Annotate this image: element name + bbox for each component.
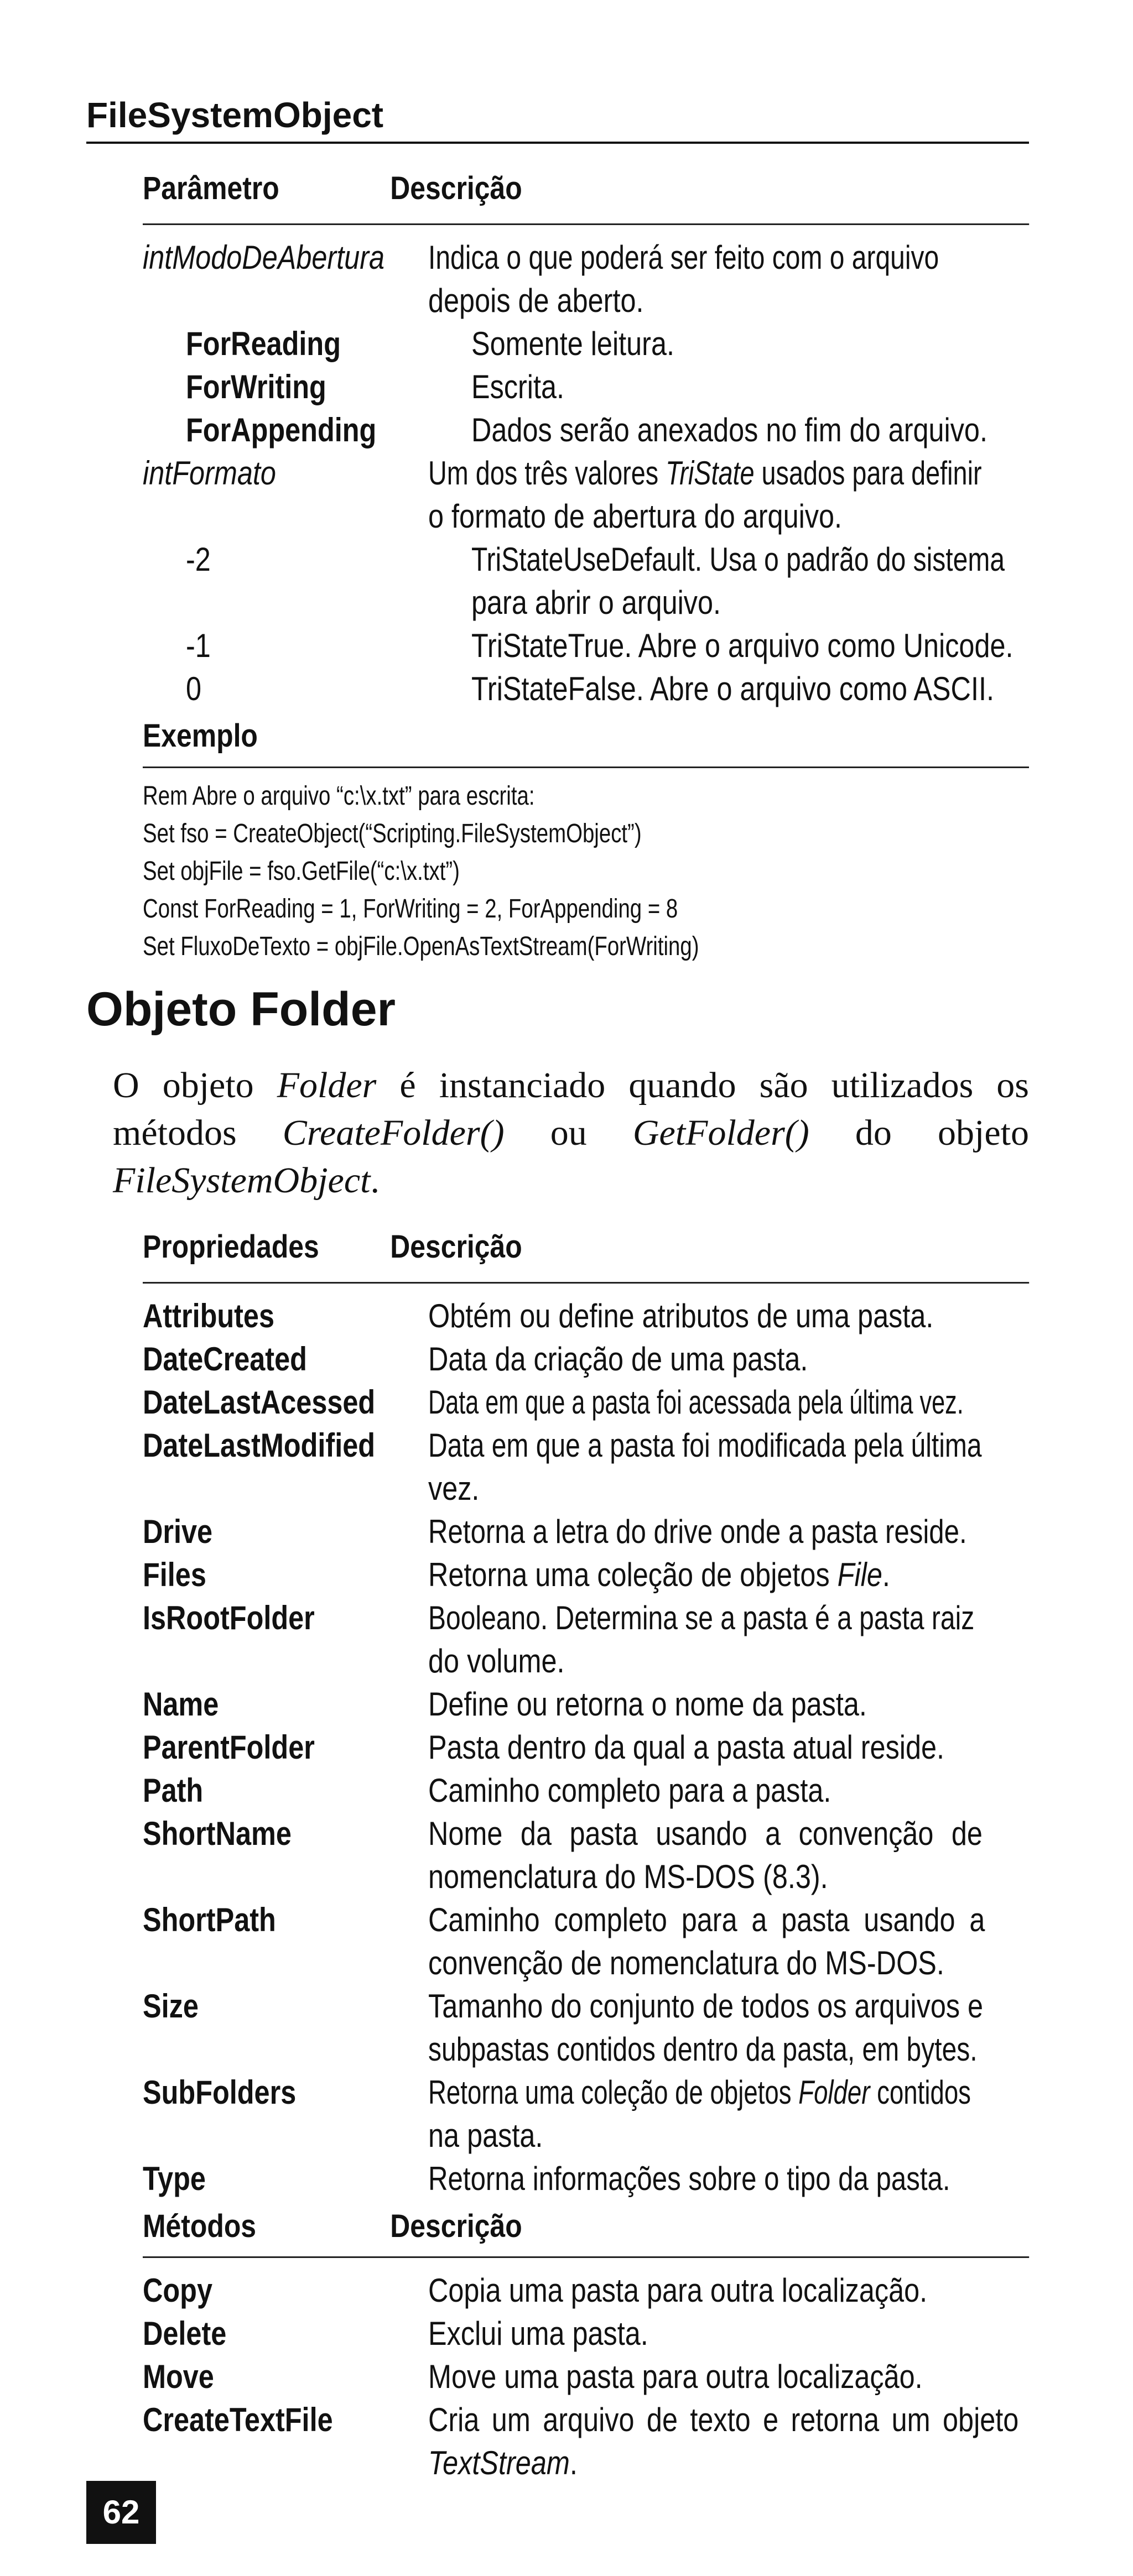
property-name: Name xyxy=(143,1686,219,1723)
property-name: Type xyxy=(143,2160,206,2197)
table-row xyxy=(143,2269,1029,2312)
example-heading xyxy=(143,706,1029,768)
property-description: Data em que a pasta foi modificada pela última xyxy=(428,1427,982,1464)
property-description: Caminho completo para a pasta. xyxy=(428,1772,831,1809)
property-description: Retorna uma coleção de objetos Folder contidos xyxy=(428,2074,971,2111)
property-description: Caminho completo para a pasta usando a xyxy=(428,1901,985,1938)
method-description: Exclui uma pasta. xyxy=(428,2315,648,2352)
property-description: Tamanho do conjunto de todos os arquivos e xyxy=(428,1988,984,2025)
property-name: SubFolders xyxy=(143,2074,297,2111)
page-number: 62 xyxy=(86,2481,156,2544)
column-header-description: Descrição xyxy=(390,1228,522,1265)
example-heading-text: Exemplo xyxy=(143,718,258,754)
param-description: o formato de abertura do arquivo. xyxy=(428,498,843,535)
properties-table-header xyxy=(143,1211,1029,1284)
code-line: Rem Abre o arquivo “c:\x.txt” para escrita: xyxy=(143,781,535,811)
table-row xyxy=(143,1726,1029,1769)
property-description: Obtém ou define atributos de uma pasta. xyxy=(428,1297,934,1334)
table-row xyxy=(143,2398,1029,2485)
param-description: TriStateTrue. Abre o arquivo como Unicode. xyxy=(471,627,1014,664)
param-description: TriStateFalse. Abre o arquivo como ASCII. xyxy=(471,670,994,707)
param-name: intModoDeAbertura xyxy=(143,239,385,276)
property-description: Data em que a pasta foi acessada pela última vez. xyxy=(428,1384,964,1421)
methods-table xyxy=(143,2196,1029,2485)
table-row xyxy=(143,2355,1029,2398)
running-head xyxy=(86,88,1029,144)
table-row xyxy=(143,624,1029,668)
property-description: Pasta dentro da qual a pasta atual reside. xyxy=(428,1729,945,1766)
property-name: DateLastModified xyxy=(143,1427,376,1464)
param-description: Um dos três valores TriState usados para definir xyxy=(428,455,982,492)
property-name: Files xyxy=(143,1556,206,1593)
code-line: Set objFile = fso.GetFile(“c:\x.txt”) xyxy=(143,857,460,886)
property-description: na pasta. xyxy=(428,2117,543,2154)
param-name: ForAppending xyxy=(186,411,377,449)
property-description: Nome da pasta usando a convenção de xyxy=(428,1815,983,1852)
property-description: convenção de nomenclatura do MS-DOS. xyxy=(428,1944,944,1981)
method-description: Copia uma pasta para outra localização. xyxy=(428,2272,928,2309)
parameters-table xyxy=(143,153,1029,711)
param-value: -1 xyxy=(186,627,211,664)
property-description: Retorna a letra do drive onde a pasta reside. xyxy=(428,1513,967,1550)
table-row xyxy=(143,2071,1029,2157)
parameters-table-header xyxy=(143,153,1029,225)
param-description: para abrir o arquivo. xyxy=(471,584,721,621)
property-description: do volume. xyxy=(428,1642,565,1680)
table-row xyxy=(143,366,1029,409)
table-row xyxy=(143,1381,1029,1424)
property-description: Define ou retorna o nome da pasta. xyxy=(428,1686,867,1723)
column-header-description: Descrição xyxy=(390,2208,522,2244)
param-description: Somente leitura. xyxy=(471,325,675,362)
property-description: Retorna informações sobre o tipo da pasta. xyxy=(428,2160,950,2197)
table-row xyxy=(143,1510,1029,1553)
running-head-title: FileSystemObject xyxy=(86,95,384,135)
table-row xyxy=(143,668,1029,711)
column-header-methods: Métodos xyxy=(143,2208,257,2244)
param-value: 0 xyxy=(186,670,202,707)
property-name: DateLastAcessed xyxy=(143,1384,376,1421)
property-description: Data da criação de uma pasta. xyxy=(428,1341,808,1378)
table-row xyxy=(143,452,1029,538)
property-description: vez. xyxy=(428,1470,480,1507)
section-title: Objeto Folder xyxy=(86,983,396,1036)
property-name: ShortName xyxy=(143,1815,292,1852)
table-row xyxy=(143,409,1029,452)
table-row xyxy=(143,538,1029,624)
intro-paragraph: O objeto Folder é instanciado quando são utilizados os métodos CreateFolder() ou GetFolder() do objeto FileSystemObject. xyxy=(113,1065,1029,1201)
property-description: subpastas contidos dentro da pasta, em bytes. xyxy=(428,2031,978,2068)
method-name: Copy xyxy=(143,2272,212,2309)
table-row xyxy=(143,2157,1029,2200)
column-header-description: Descrição xyxy=(390,170,522,206)
param-description: Escrita. xyxy=(471,368,565,405)
table-row xyxy=(143,1338,1029,1381)
method-name: CreateTextFile xyxy=(143,2401,333,2438)
table-row xyxy=(143,2312,1029,2355)
method-description: Move uma pasta para outra localização. xyxy=(428,2358,923,2395)
property-description: nomenclatura do MS-DOS (8.3). xyxy=(428,1858,828,1895)
param-description: Indica o que poderá ser feito com o arquivo xyxy=(428,239,939,276)
property-name: Attributes xyxy=(143,1297,275,1334)
method-name: Delete xyxy=(143,2315,227,2352)
table-row xyxy=(143,236,1029,322)
table-row xyxy=(143,1597,1029,1683)
method-name: Move xyxy=(143,2358,214,2395)
table-row xyxy=(143,322,1029,366)
code-line: Set FluxoDeTexto = objFile.OpenAsTextStream(ForWriting) xyxy=(143,932,699,961)
property-name: ParentFolder xyxy=(143,1729,315,1766)
column-header-properties: Propriedades xyxy=(143,1228,319,1265)
param-description: TriStateUseDefault. Usa o padrão do sistema xyxy=(471,541,1005,578)
table-row xyxy=(143,1899,1029,1985)
table-row xyxy=(143,1683,1029,1726)
param-name: intFormato xyxy=(143,455,276,492)
property-name: Size xyxy=(143,1988,199,2025)
property-name: IsRootFolder xyxy=(143,1599,315,1636)
table-row xyxy=(143,1295,1029,1338)
table-row xyxy=(143,1424,1029,1510)
param-name: ForWriting xyxy=(186,368,326,405)
table-row xyxy=(143,1769,1029,1812)
property-name: Drive xyxy=(143,1513,213,1550)
column-header-parameter: Parâmetro xyxy=(143,170,279,206)
table-row xyxy=(143,1985,1029,2071)
param-name: ForReading xyxy=(186,325,341,362)
table-row xyxy=(143,1812,1029,1899)
property-name: Path xyxy=(143,1772,204,1809)
code-line: Const ForReading = 1, ForWriting = 2, ForAppending = 8 xyxy=(143,894,678,924)
param-description: depois de aberto. xyxy=(428,282,644,319)
method-description: TextStream. xyxy=(428,2444,578,2481)
example-code xyxy=(143,778,1029,966)
methods-table-header xyxy=(143,2196,1029,2258)
property-name: DateCreated xyxy=(143,1341,307,1378)
param-value: -2 xyxy=(186,541,211,578)
param-description: Dados serão anexados no fim do arquivo. xyxy=(471,411,988,449)
properties-table xyxy=(143,1211,1029,2200)
code-line: Set fso = CreateObject(“Scripting.FileSystemObject”) xyxy=(143,819,642,848)
property-name: ShortPath xyxy=(143,1901,276,1938)
property-description: Retorna uma coleção de objetos File. xyxy=(428,1556,890,1593)
method-description: Cria um arquivo de texto e retorna um objeto xyxy=(428,2401,1019,2438)
table-row xyxy=(143,1553,1029,1597)
property-description: Booleano. Determina se a pasta é a pasta raiz xyxy=(428,1599,975,1636)
